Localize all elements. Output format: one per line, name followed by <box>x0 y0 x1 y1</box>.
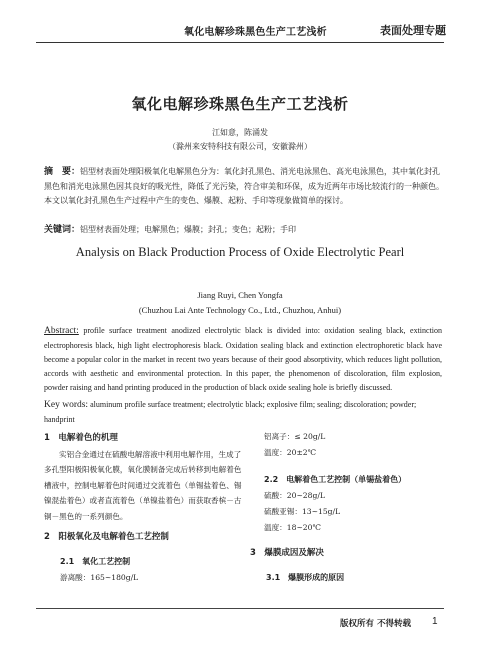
section-2-heading: 2 阳极氧化及电解着色工艺控制 <box>44 532 169 542</box>
section-3-heading: 3 爆膜成因及解决 <box>250 548 324 558</box>
cn-article-title: 氧化电解珍珠黑色生产工艺浅析 <box>131 95 349 113</box>
cn-keywords-text: 铝型材表面处理；电解黑色；爆膜；封孔；变色；起粉；手印 <box>80 225 297 234</box>
en-abstract-label: Abstract: <box>44 326 79 336</box>
running-header-title: 氧化电解珍珠黑色生产工艺浅析 <box>184 27 327 38</box>
en-authors: Jiang Ruyi, Chen Yongfa <box>197 290 283 300</box>
en-article-title: Analysis on Black Production Process of Oxide Electrolytic Pearl <box>75 245 405 259</box>
en-affiliation: (Chuzhou Lai Ante Technology Co., Ltd., Chuzhou, Anhui) <box>138 305 342 315</box>
cn-keywords-label: 关键词： <box>44 225 81 235</box>
en-keywords-text: aluminum profile surface treatment; electrolytic black; explosive film; sealing; discoloration; powder; handprint <box>44 400 417 424</box>
en-keywords-label: Key words: <box>44 400 89 410</box>
stannous-sulfate-line: 硫酸亚锡：13~15g/L <box>264 507 341 516</box>
footer-copyright: 版权所有 不得转载 <box>340 619 411 629</box>
temperature-line-2: 温度：18~20℃ <box>264 523 321 532</box>
aluminum-ion-line: 铝离子：≤ 20g/L <box>264 432 326 441</box>
cn-affiliation: （滁州来安特科技有限公司，安徽滁州） <box>168 142 312 151</box>
page-number: 1 <box>432 616 438 627</box>
subsection-2-2-heading: 2.2 电解着色工艺控制（单锡盐着色） <box>264 475 407 484</box>
subsection-2-1-heading: 2.1 氧化工艺控制 <box>60 557 131 566</box>
temperature-line-1: 温度：20±2℃ <box>264 448 317 457</box>
sulfuric-acid-line: 硫酸：20~28g/L <box>264 491 325 500</box>
header-rule <box>36 42 444 43</box>
cn-abstract-text: 铝型材表面处理阳极氧化电解黑色分为：氧化封孔黑色、消光电泳黑色、高光电泳黑色，其中氧化封孔黑色和消光电泳黑色因其良好的吸光性，降低了光污染，符合审美和环保，成为近两年市场比较流行的一种颜色。本文以氧化封孔黑色生产过程中产生的变色、爆膜、起粉、手印等现象做简单的探讨。 <box>44 167 444 205</box>
free-acid-line: 游离酸：165~180g/L <box>60 573 139 582</box>
en-keywords <box>44 398 442 427</box>
running-header-column: 表面处理专题 <box>380 24 446 37</box>
footer-rule <box>36 608 444 609</box>
section-1-heading: 1 电解着色的机理 <box>44 433 118 443</box>
cn-authors: 江如意，陈涌发 <box>212 128 268 137</box>
cn-keywords <box>44 222 444 235</box>
subsection-3-1-heading: 3.1 爆膜形成的原因 <box>266 573 345 582</box>
en-abstract-text: profile surface treatment anodized electrolytic black is divided into: oxidation sealing black, extinction electrophoresis black, high light electrophoresis black. Oxidation sealing black and extinction electrophoretic black have become a popular color in the market in recent two years because of their good absorptivity, which reduces light pollution, accords with aesthetic and environmental protection. In this paper, the phenomenon of discoloration, film explosion, powder raising and hand printing produced in the production of black oxide sealing hole is briefly discussed. <box>44 326 443 392</box>
cn-abstract <box>44 165 444 207</box>
section-1-paragraph: 实铝合金通过在硫酸电解溶液中利用电解作用，生成了多孔型阳极阳极氧化膜，氧化膜制备完成后转移到电解着色槽液中，控制电解着色时间通过交流着色（单锡盐着色、锡镍混盐着色）或者直流着色（单镍盐着色）而获取香槟－古铜－黑色的一系列颜色。 <box>44 450 242 521</box>
cn-abstract-label: 摘 要： <box>44 167 81 177</box>
en-abstract <box>44 324 442 395</box>
